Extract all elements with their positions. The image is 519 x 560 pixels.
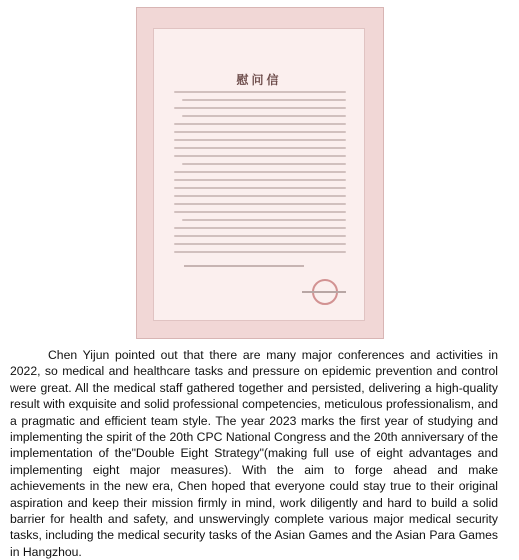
text-line (174, 179, 346, 181)
text-line (174, 139, 346, 141)
text-line (182, 163, 346, 165)
text-line (174, 243, 346, 245)
text-line (174, 171, 346, 173)
text-line (174, 195, 346, 197)
caption-paragraph: Chen Yijun pointed out that there are many major conferences and activities in 2022, so medical and healthcare tasks and pressure on epidemic prevention and control were great. All the medical staff gathered together and persisted, delivering a high-quality result with exquisite and solid professional competencies, meticulous professionalism, and a pragmatic and efficient team style. The year 2023 marks the first year of studying and implementing the spirit of the 20th CPC National Congress and the 20th anniversary of the implementation of the"Double Eight Strategy"(making full use of eight advantages and implementing eight major measures). With the aim to forge ahead and make achievements in the new era, Chen hoped that everyone could stay true to their original aspiration and keep their mission firmly in mind, work diligently and hard to build a solid barrier for health and safety, and unswervingly complete various major medical security tasks, including the medical security tasks of the Asian Games and the Asian Para Games in Hangzhou. (10, 348, 498, 559)
text-line (174, 203, 346, 205)
text-line (182, 99, 346, 101)
letter-sheet (153, 28, 365, 321)
letter-title: 慰问信 (236, 73, 282, 87)
text-line (174, 187, 346, 189)
text-line (182, 219, 346, 221)
text-line (174, 227, 346, 229)
letter-body-text (174, 91, 346, 259)
text-line (174, 211, 346, 213)
text-line (182, 115, 346, 117)
text-line (174, 235, 346, 237)
text-line (174, 123, 346, 125)
signature-line (302, 291, 346, 293)
letter-closing-line (184, 265, 304, 267)
letter-photo (136, 7, 384, 339)
text-line (174, 91, 346, 93)
text-line (174, 251, 346, 253)
text-line (174, 107, 346, 109)
text-line (174, 147, 346, 149)
text-line (174, 131, 346, 133)
text-line (174, 155, 346, 157)
